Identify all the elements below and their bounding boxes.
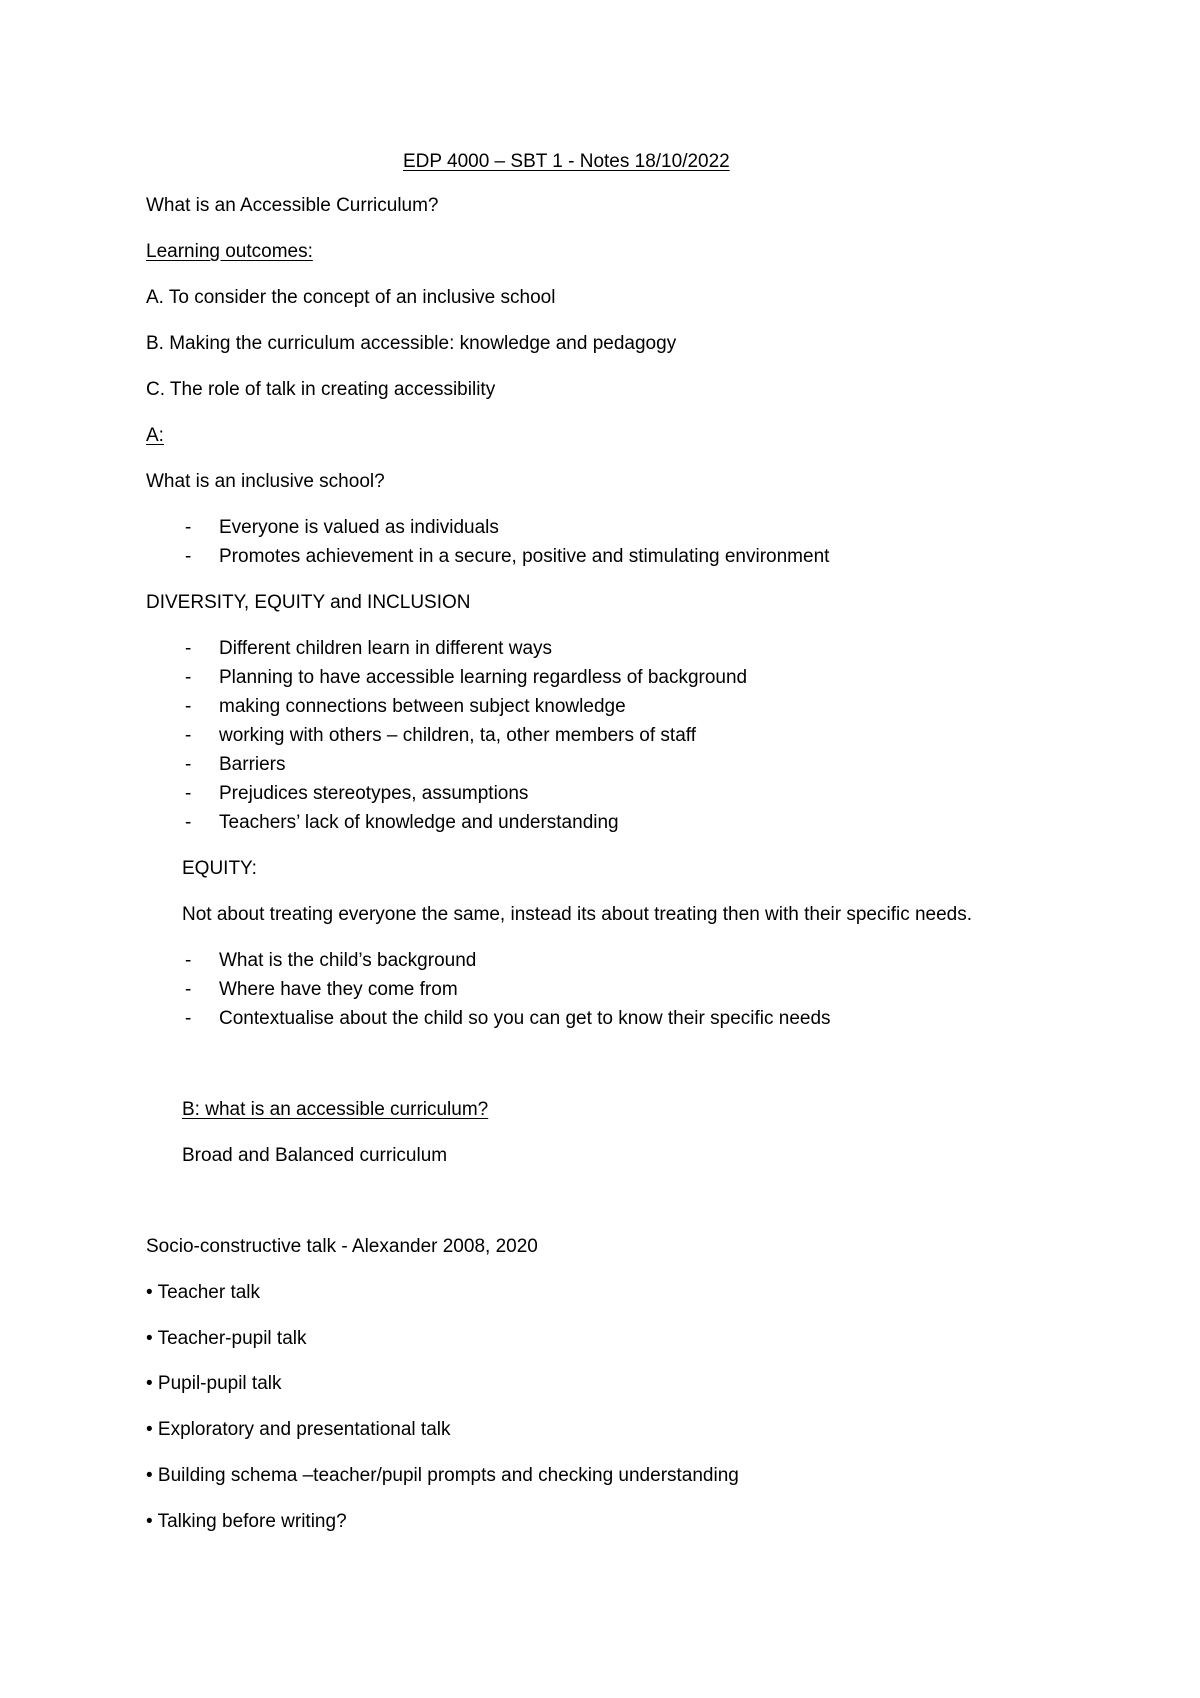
bullet-dash: - (185, 812, 192, 833)
page-title: EDP 4000 – SBT 1 - Notes 18/10/2022 (403, 151, 730, 172)
list-item: Contextualise about the child so you can get to know their specific needs (219, 1008, 831, 1029)
list-item: • Talking before writing? (146, 1511, 347, 1532)
list-item: • Pupil-pupil talk (146, 1373, 282, 1394)
list-item: Everyone is valued as individuals (219, 517, 499, 538)
list-item: Where have they come from (219, 979, 458, 1000)
bullet-dash: - (185, 725, 192, 746)
talk-heading: Socio-constructive talk - Alexander 2008, 2020 (146, 1236, 538, 1257)
bullet-dash: - (185, 638, 192, 659)
list-item: Prejudices stereotypes, assumptions (219, 783, 529, 804)
outcome-c: C. The role of talk in creating accessibility (146, 379, 496, 400)
equity-heading: EQUITY: (182, 858, 257, 879)
list-item: Planning to have accessible learning regardless of background (219, 667, 748, 688)
list-item: • Building schema –teacher/pupil prompts and checking understanding (146, 1465, 739, 1486)
section-a-heading: A: (146, 425, 164, 446)
list-item: • Exploratory and presentational talk (146, 1419, 451, 1440)
dei-heading: DIVERSITY, EQUITY and INCLUSION (146, 592, 471, 613)
section-a-question: What is an inclusive school? (146, 471, 385, 492)
section-b-text: Broad and Balanced curriculum (182, 1145, 448, 1166)
list-item: Different children learn in different ways (219, 638, 553, 659)
learning-outcomes-heading: Learning outcomes: (146, 241, 313, 262)
bullet-dash: - (185, 754, 192, 775)
list-item: Promotes achievement in a secure, positive and stimulating environment (219, 546, 830, 567)
section-b-heading: B: what is an accessible curriculum? (182, 1099, 489, 1120)
outcome-a: A. To consider the concept of an inclusive school (146, 287, 556, 308)
bullet-dash: - (185, 950, 192, 971)
main-question: What is an Accessible Curriculum? (146, 195, 439, 216)
list-item: • Teacher talk (146, 1282, 261, 1303)
bullet-dash: - (185, 979, 192, 1000)
list-item: working with others – children, ta, other members of staff (219, 725, 696, 746)
bullet-dash: - (185, 517, 192, 538)
list-item: What is the child’s background (219, 950, 477, 971)
bullet-dash: - (185, 546, 192, 567)
equity-text: Not about treating everyone the same, instead its about treating then with their specific needs. (182, 904, 973, 925)
bullet-dash: - (185, 667, 192, 688)
bullet-dash: - (185, 1008, 192, 1029)
list-item: making connections between subject knowledge (219, 696, 626, 717)
list-item: Teachers’ lack of knowledge and understanding (219, 812, 619, 833)
bullet-dash: - (185, 783, 192, 804)
bullet-dash: - (185, 696, 192, 717)
outcome-b: B. Making the curriculum accessible: knowledge and pedagogy (146, 333, 677, 354)
list-item: • Teacher-pupil talk (146, 1328, 307, 1349)
list-item: Barriers (219, 754, 286, 775)
